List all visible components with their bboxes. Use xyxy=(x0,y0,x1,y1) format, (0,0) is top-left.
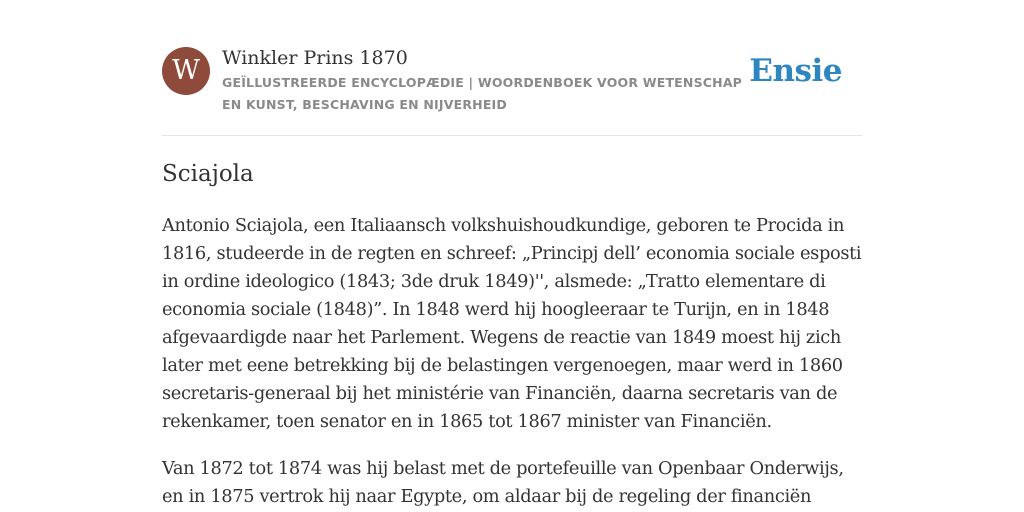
avatar[interactable]: W xyxy=(162,47,210,95)
article-title: Sciajola xyxy=(162,161,254,187)
source-header xyxy=(162,45,862,135)
article-paragraph: Van 1872 tot 1874 was hij belast met de portefeuille van Openbaar Onderwijs, en in 1875 vertrok hij naar Egypte, om aldaar bij de regeling der financiën xyxy=(162,458,844,507)
brand-logo-link[interactable]: Ensie xyxy=(749,53,842,89)
article-paragraph: Antonio Sciajola, een Italiaansch volkshuishoudkundige, geboren te Procida in 1816, studeerde in de regten en schreef: „Principj dell’ economia sociale esposti in ordine ideologico (1843; 3de druk 1849)'', alsmede: „Tratto elementare di economia sociale (1848)”. In 1848 werd hij hoogleeraar te Turijn, en in 1848 afgevaardigde naar het Parlement. Wegens de reactie van 1849 moest hij zich later met eene betrekking bij de belastingen vergenoegen, maar werd in 1860 secretaris-generaal bij het ministérie van Financiën, daarna secretaris van de rekenkamer, toen senator en in 1865 tot 1867 minister van Financiën. xyxy=(162,215,862,432)
article-body xyxy=(162,212,862,512)
header-divider xyxy=(162,135,862,136)
source-subtitle: GEÏLLUSTREERDE ENCYCLOPÆDIE | WOORDENBOEK VOOR WETENSCHAP EN KUNST, BESCHAVING EN NIJVERHEID xyxy=(222,75,743,112)
source-title[interactable]: Winkler Prins 1870 xyxy=(222,47,408,69)
